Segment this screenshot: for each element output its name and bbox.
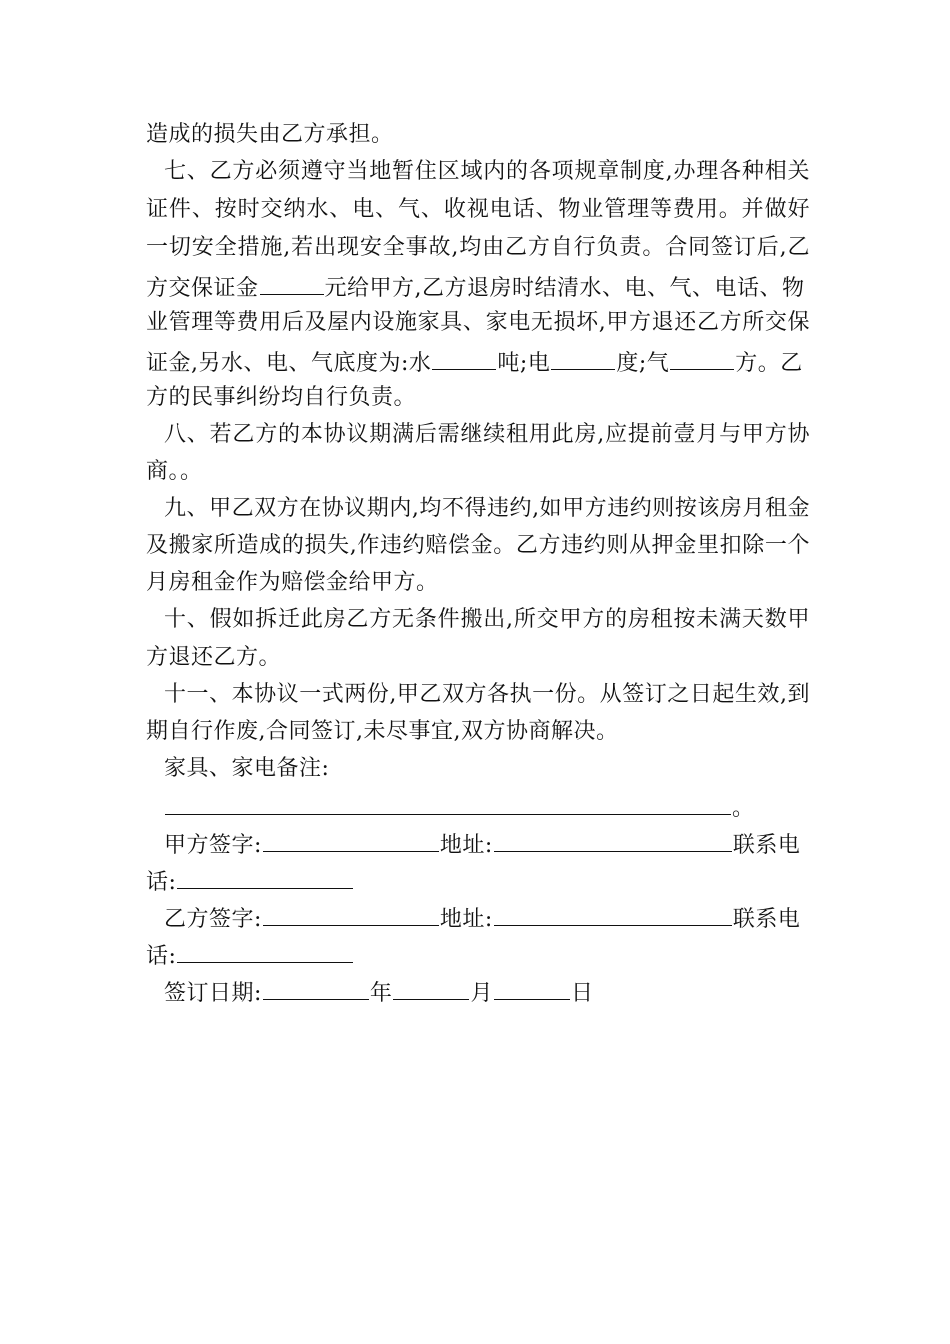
water-unit-text: 吨;电 (497, 351, 551, 376)
gas-reading-blank (670, 345, 734, 370)
paragraph-10-line-1: 十、假如拆迁此房乙方无条件搬出,所交甲方的房租按未满天数甲 (164, 607, 810, 632)
party-b-signature-blank (263, 901, 439, 926)
electricity-unit-text: 度;气 (616, 351, 670, 376)
paragraph-8-line-2: 商。。 (146, 459, 203, 484)
party-b-phone-label: 联系电 (732, 907, 801, 932)
furniture-note-end: 。 (732, 796, 755, 821)
deposit-amount-blank (260, 270, 324, 295)
party-a-label: 甲方签字: (164, 833, 262, 858)
deposit-text: 方交保证金 (146, 276, 259, 301)
gas-unit-text: 方。乙 (735, 351, 803, 376)
party-b-label: 乙方签字: (164, 907, 262, 932)
year-blank (263, 975, 369, 1000)
party-a-signature-line (164, 827, 810, 861)
paragraph-7-line-4 (146, 270, 810, 304)
party-b-address-blank (494, 901, 732, 926)
paragraph-7-line-1: 七、乙方必须遵守当地暂住区域内的各项规章制度,办理各种相关 (164, 159, 810, 184)
water-reading-blank (432, 345, 496, 370)
month-blank (393, 975, 469, 1000)
signing-date-label: 签订日期: (164, 981, 262, 1006)
month-label: 月 (470, 981, 493, 1006)
party-a-phone-label: 联系电 (732, 833, 801, 858)
paragraph-6-tail: 造成的损失由乙方承担。 (146, 122, 394, 147)
paragraph-7-line-7: 方的民事纠纷均自行负责。 (146, 385, 417, 410)
paragraph-9-line-2: 及搬家所造成的损失,作违约赔偿金。乙方违约则从押金里扣除一个 (146, 533, 810, 558)
party-a-address-label: 地址: (439, 833, 493, 858)
paragraph-8-line-1: 八、若乙方的本协议期满后需继续租用此房,应提前壹月与甲方协 (164, 422, 810, 447)
party-a-phone-blank (177, 864, 353, 889)
deposit-text-cont: 元给甲方,乙方退房时结清水、电、气、电话、物 (324, 276, 805, 301)
paragraph-9-line-1: 九、甲乙双方在协议期内,均不得违约,如甲方违约则按该房月租金 (164, 496, 810, 521)
day-blank (494, 975, 570, 1000)
paragraph-11-line-1: 十一、本协议一式两份,甲乙双方各执一份。从签订之日起生效,到 (164, 682, 810, 707)
paragraph-7-line-5: 业管理等费用后及屋内设施家具、家电无损坏,甲方退还乙方所交保 (146, 310, 810, 335)
day-label: 日 (570, 981, 594, 1006)
signing-date-line (164, 975, 810, 1009)
furniture-note-label: 家具、家电备注: (164, 756, 330, 781)
electricity-reading-blank (551, 345, 615, 370)
party-b-phone-line (146, 938, 810, 972)
party-b-phone-label-cont: 话: (146, 944, 177, 969)
paragraph-7-line-6 (146, 345, 810, 379)
party-a-phone-label-cont: 话: (146, 870, 177, 895)
paragraph-7-line-2: 证件、按时交纳水、电、气、收视电话、物业管理等费用。并做好 (146, 197, 810, 222)
paragraph-9-line-3: 月房租金作为赔偿金给甲方。 (146, 570, 439, 595)
year-label: 年 (369, 981, 393, 1006)
furniture-note-blank (165, 790, 731, 815)
paragraph-10-line-2: 方退还乙方。 (146, 645, 282, 670)
paragraph-11-line-2: 期自行作废,合同签订,未尽事宜,双方协商解决。 (146, 719, 619, 744)
party-b-signature-line (164, 901, 810, 935)
furniture-note-line (164, 790, 810, 824)
party-b-address-label: 地址: (439, 907, 493, 932)
meter-reading-text: 证金,另水、电、气底度为:水 (146, 351, 432, 376)
party-b-phone-blank (177, 938, 353, 963)
party-a-signature-blank (263, 827, 439, 852)
paragraph-7-line-3: 一切安全措施,若出现安全事故,均由乙方自行负责。合同签订后,乙 (146, 235, 810, 260)
party-a-address-blank (494, 827, 732, 852)
party-a-phone-line (146, 864, 810, 898)
